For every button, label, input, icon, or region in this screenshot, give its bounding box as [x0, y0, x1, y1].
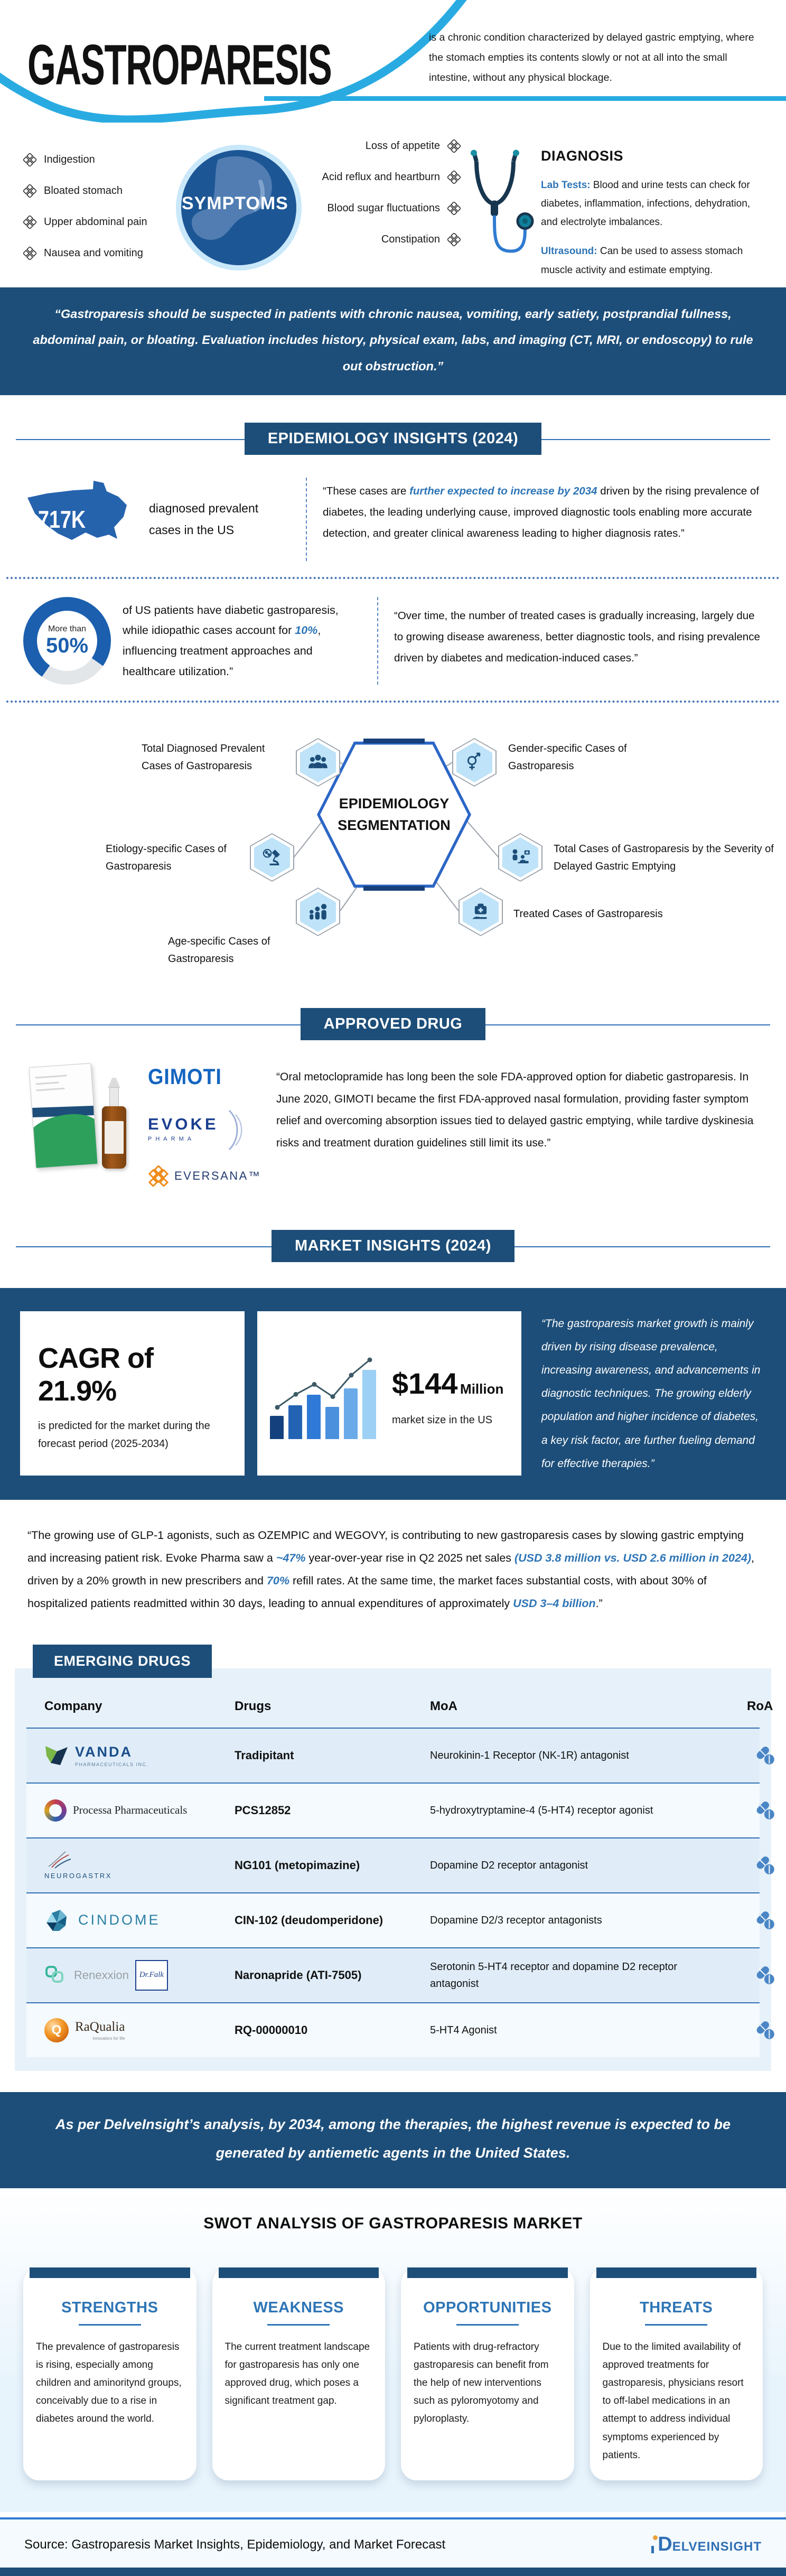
drug-name: PCS12852	[235, 1803, 291, 1817]
symptoms-section	[0, 123, 786, 287]
vertical-divider	[377, 597, 378, 685]
market-mini-chart	[270, 1348, 383, 1445]
evoke-name: EVOKE	[148, 1115, 219, 1134]
mini-line-dot	[368, 1357, 372, 1362]
glp-highlight: USD 3–4 billion	[513, 1597, 596, 1610]
swot-heading: STRENGTHS	[61, 2299, 158, 2316]
table-row	[26, 2002, 760, 2057]
segment-hex-age	[296, 888, 340, 936]
swot-cards	[23, 2267, 763, 2480]
ultrasound-text: Can be used to assess stomach muscle activity and estimate emptying.	[541, 246, 743, 276]
quote-part: driven by the rising prevalence of diabetes, the leading underlying cause, improved diagnostic tools enabling more accurate detection, and greater clinical awareness leading to higher diagnosis rates.”	[323, 485, 760, 539]
heading-underline	[645, 2324, 707, 2326]
drug-moa: Dopamine D2/3 receptor antagonists	[430, 1914, 602, 1926]
renexxion-mark-icon	[44, 1965, 68, 1986]
us-map-icon	[23, 478, 137, 561]
drug-moa: 5-hydroxytryptamine-4 (5-HT4) receptor agonist	[430, 1804, 653, 1816]
donut-center	[37, 611, 97, 671]
bottom-navy-strip	[0, 2568, 786, 2576]
roa-cell	[747, 1744, 776, 1767]
swot-card-strengths	[23, 2267, 196, 2480]
segment-label: Gender-specific Cases of Gastroparesis	[508, 743, 627, 772]
swot-card-opportunities	[401, 2267, 574, 2480]
swot-card-weakness	[212, 2267, 386, 2480]
swot-heading: WEAKNESS	[253, 2299, 344, 2316]
glp1-paragraph	[0, 1500, 786, 1631]
delveinsight-logo	[658, 2533, 762, 2556]
company-logo-cindome	[44, 1909, 235, 1932]
list-item	[23, 216, 173, 229]
patient-severity-icon	[510, 847, 531, 868]
swot-title: SWOT ANALYSIS OF GASTROPARESIS MARKET	[203, 2214, 583, 2232]
card-top-bar	[596, 2267, 757, 2278]
delveinsight-wordmark: ELVEINSIGHT	[672, 2540, 762, 2554]
epidemiology-segmentation-diagram	[0, 706, 786, 981]
bottle	[102, 1106, 126, 1169]
table-header-row	[26, 1690, 773, 1728]
market-size-value: $144	[392, 1367, 458, 1401]
market-size-unit: Million	[460, 1381, 504, 1397]
glp-text: , driven by a 20% growth in new prescribers and	[27, 1551, 755, 1587]
pills-icon	[754, 2019, 776, 2041]
swot-card-threats	[590, 2267, 763, 2480]
vanda-leaf-icon	[44, 1745, 69, 1766]
symptom-label: Acid reflux and heartburn	[322, 171, 440, 183]
glp-text: refill rates. At the same time, the market faces substantial costs, with about 30% of hospitalized patients readmitted within 30 days, leading to annual expenditures of approximately	[27, 1574, 707, 1610]
analysis-banner-text: As per DelveInsight’s analysis, by 2034, among the therapies, the highest revenue is expected to be generated by antiemetic agents in the United States.	[55, 2116, 731, 2161]
drug-moa: Neurokinin-1 Receptor (NK-1R) antagonist	[430, 1749, 629, 1761]
symptom-label: Indigestion	[44, 154, 95, 165]
diabetic-text	[123, 600, 344, 682]
section-title: EPIDEMIOLOGY INSIGHTS (2024)	[245, 423, 541, 455]
gimoti-logo: GIMOTI	[148, 1064, 222, 1089]
glp-text: .”	[595, 1597, 603, 1610]
market-mini-chart-line	[270, 1348, 383, 1445]
pills-icon	[754, 1964, 776, 1986]
evoke-arcs-icon	[226, 1107, 250, 1153]
age-groups-icon	[307, 901, 329, 922]
brand-logos	[148, 1062, 261, 1187]
page-title: GASTROPARESIS	[27, 33, 332, 97]
processa-swirl-icon	[44, 1799, 67, 1822]
diagnosis-ultrasound	[541, 242, 768, 279]
donut-chart-50pct	[23, 597, 111, 685]
glp-highlight: (USD 3.8 million vs. USD 2.6 million in 2024)	[514, 1551, 752, 1564]
list-item	[23, 184, 173, 198]
cagr-card	[20, 1311, 245, 1476]
symptom-label: Constipation	[381, 234, 440, 245]
segment-label: Treated Cases of Gastroparesis	[513, 908, 663, 920]
swot-body: The current treatment landscape for gastroparesis has only one approved drug, which poses a significant treatment gap.	[224, 2341, 370, 2407]
treatment-kit-icon	[470, 901, 491, 922]
card-top-bar	[219, 2267, 379, 2278]
symptom-label: Nausea and vomiting	[44, 247, 143, 259]
symptoms-circle	[173, 139, 297, 273]
diagnosis-title: DIAGNOSIS	[541, 148, 624, 164]
diamond-bullet-icon	[447, 202, 461, 215]
glp-text: year-over-year rise in Q2 2025 net sales	[305, 1551, 514, 1564]
prevalence-label: diagnosed prevalent cases in the US	[149, 501, 259, 537]
segment-label: Total Cases of Gastroparesis by the Severity of Delayed Gastric Emptying	[554, 843, 774, 873]
diamond-bullet-icon	[447, 233, 461, 246]
drug-moa: Dopamine D2 receptor antagonist	[430, 1859, 588, 1871]
product-box	[29, 1063, 98, 1169]
mini-line-dot	[331, 1394, 335, 1399]
diamond-bullet-icon	[447, 139, 461, 153]
drug-name: CIN-102 (deudomperidone)	[235, 1913, 383, 1927]
glp-text: “The growing use of GLP-1 agonists, such as OZEMPIC and WEGOVY, is contributing to new gastroparesis cases by slowing gastric emptying and increasing patient risk. Evoke Pharma saw a	[27, 1528, 744, 1564]
neurogastrx-mark-icon	[44, 1851, 75, 1870]
segmentation-center-hexagon	[317, 739, 471, 891]
swot-section	[0, 2188, 786, 2512]
suspicion-quote-banner	[0, 287, 786, 395]
mini-line-dot	[312, 1382, 317, 1387]
list-item	[297, 139, 461, 153]
market-section-header	[0, 1230, 786, 1265]
drug-moa: 5-HT4 Agonist	[430, 2024, 497, 2036]
company-logo-vanda	[44, 1744, 235, 1767]
symptom-label: Upper abdominal pain	[44, 216, 147, 228]
symptoms-right-list	[297, 139, 461, 264]
roa-cell	[747, 1854, 776, 1877]
box-text-line	[36, 1088, 64, 1091]
section-title: MARKET INSIGHTS (2024)	[272, 1230, 514, 1262]
swot-body: Patients with drug-refractory gastroparesis can benefit from the help of new interventions such as pyloromyotomy and pyloroplasty.	[414, 2341, 549, 2425]
diagnosis-block	[535, 139, 768, 290]
table-row	[26, 1892, 760, 1947]
company-name: VANDA	[75, 1743, 133, 1760]
drug-name: Tradipitant	[235, 1748, 294, 1762]
symptom-label: Bloated stomach	[44, 185, 123, 197]
prevalence-stat: 717K	[38, 506, 86, 534]
raqualia-sphere-icon: Q	[44, 2018, 69, 2042]
segmentation-title	[317, 739, 471, 891]
lab-tests-label: Lab Tests:	[541, 180, 591, 191]
column-header-company: Company	[44, 1698, 102, 1713]
approved-drug-row	[0, 1047, 786, 1202]
symptom-label: Loss of appetite	[365, 140, 440, 152]
title-line: EPIDEMIOLOGY	[339, 796, 450, 812]
prevalence-stat-block	[23, 478, 290, 561]
gimoti-product-image	[29, 1062, 148, 1175]
card-top-bar	[30, 2267, 190, 2278]
roa-cell	[747, 1799, 776, 1822]
bottle-spray-tip	[108, 1078, 120, 1088]
symptoms-left-list	[23, 139, 173, 278]
epidemiology-section-header	[0, 423, 786, 458]
company-logo-renexxion	[44, 1960, 235, 1991]
eversana-logo	[148, 1165, 261, 1187]
table-row	[26, 1728, 760, 1782]
roa-cell	[747, 1964, 776, 1986]
drug-name: Naronapride (ATI-7505)	[235, 1968, 362, 1982]
hero-section	[0, 0, 786, 123]
diabetic-row	[0, 581, 786, 698]
column-header-drugs: Drugs	[235, 1698, 272, 1713]
list-item	[297, 233, 461, 246]
heading-underline	[456, 2324, 519, 2326]
company-name: Renexxion	[74, 1968, 129, 1982]
treated-quote: “Over time, the number of treated cases is gradually increasing, largely due to growing disease awareness, better diagnostic tools, and rising prevalence driven by diabetes and medication-induced cases.”	[394, 610, 760, 664]
cagr-value: CAGR of 21.9%	[38, 1342, 153, 1407]
mini-line-dot	[294, 1392, 298, 1397]
pills-icon	[754, 1799, 776, 1822]
segment-label: Etiology-specific Cases of Gastroparesis	[106, 843, 227, 873]
drfalk-logo: Dr.Falk	[135, 1960, 168, 1991]
title-line: SEGMENTATION	[338, 817, 451, 834]
text-part: , influencing treatment approaches and healthcare utilization.”	[123, 624, 321, 678]
footer	[0, 2517, 786, 2568]
company-name: RaQualia	[75, 2019, 125, 2034]
drug-moa: Serotonin 5-HT4 receptor and dopamine D2 receptor antagonist	[430, 1961, 678, 1990]
prevalence-row	[0, 462, 786, 575]
company-name: NEUROGASTRX	[44, 1872, 112, 1880]
market-size-card	[257, 1311, 521, 1476]
evoke-pharma-logo	[148, 1115, 261, 1142]
evoke-sub: PHARMA	[148, 1136, 195, 1143]
market-insights-band	[0, 1288, 786, 1500]
swot-body: Due to the limited availability of approved treatments for gastroparesis, physicians resort to off-label medications in an attempt to address individual symptoms experienced by patients.	[602, 2341, 744, 2461]
prevalence-quote	[323, 478, 763, 561]
market-size-sub: market size in the US	[392, 1414, 493, 1426]
text-highlight: 10%	[295, 624, 318, 637]
swot-heading: THREATS	[640, 2299, 713, 2316]
page-description: is a chronic condition characterized by delayed gastric emptying, where the stomach empties its contents slowly or not at all into the small intestine, without any physical blockage.	[429, 32, 754, 84]
segment-hex-treated	[458, 888, 503, 936]
card-top-bar	[407, 2267, 568, 2278]
market-size-text	[392, 1366, 503, 1426]
quote-highlight: further expected to increase by 2034	[409, 485, 597, 498]
bottle-cap	[109, 1087, 119, 1107]
market-quote: “The gastroparesis market growth is mainly driven by rising disease prevalence, increasing awareness, and advancements in diagnostic techniques. The growing elderly population and higher incidence of diabetes, a key risk factor, are further fueling demand for effective therapies.”	[541, 1318, 761, 1470]
text-part: of US patients have diabetic gastroparesis, while idiopathic cases account for	[123, 603, 339, 637]
heading-underline	[79, 2324, 141, 2326]
list-item	[297, 202, 461, 215]
heading-underline	[267, 2324, 330, 2326]
column-header-roa: RoA	[747, 1698, 773, 1713]
bottle-label	[105, 1121, 124, 1154]
diabetic-stat-block	[23, 597, 361, 685]
mini-line-dot	[275, 1405, 280, 1410]
list-item	[23, 247, 173, 260]
segment-label: Age-specific Cases of Gastroparesis	[168, 936, 270, 965]
donut-stat: 50%	[45, 633, 89, 657]
table-row	[26, 1947, 760, 2002]
source-text: Source: Gastroparesis Market Insights, Epidemiology, and Market Forecast	[24, 2537, 446, 2552]
cagr-subtext: is predicted for the market during the forecast period (2025-2034)	[38, 1420, 210, 1450]
pills-icon	[754, 1854, 776, 1877]
banner-quote-text: “Gastroparesis should be suspected in patients with chronic nausea, vomiting, early satiety, postprandial fullness, abdominal pain, or bloating. Evaluation includes history, physical exam, labs, and imaging (CT, MRI, or endoscopy) to rule out obstruction.”	[33, 307, 753, 373]
table-row	[26, 1782, 760, 1837]
symptom-label: Blood sugar fluctuations	[327, 202, 440, 214]
table-row	[26, 1837, 760, 1892]
mini-line-dot	[349, 1373, 354, 1377]
donut-more-label: More than	[48, 624, 87, 633]
company-subname: PHARMACEUTICALS INC.	[75, 1761, 149, 1767]
company-subname: innovators for life	[92, 2036, 125, 2041]
swot-heading: OPPORTUNITIES	[423, 2299, 552, 2316]
company-logo-processa	[44, 1799, 235, 1822]
column-header-moa: MoA	[430, 1698, 457, 1713]
cindome-gem-icon	[44, 1909, 72, 1932]
glp-highlight: ~47%	[276, 1551, 306, 1564]
drug-name: NG101 (metopimazine)	[235, 1858, 360, 1872]
roa-cell	[747, 2019, 776, 2041]
company-logo-raqualia	[44, 2018, 235, 2042]
section-title: APPROVED DRUG	[301, 1008, 486, 1040]
approved-drug-quote: “Oral metoclopramide has long been the sole FDA-approved option for diabetic gastroparesis. In June 2020, GIMOTI became the first FDA-approved nasal formulation, providing faster symptom relief and overcoming absorption issues tied to delayed gastric emptying, while tardive dyskinesia risks and treatment duration guidelines still limit its use.”	[276, 1071, 754, 1149]
segment-hex-etiology	[250, 833, 294, 882]
symptoms-center-label: SYMPTOMS	[181, 193, 288, 213]
diamond-bullet-icon	[23, 184, 36, 198]
diamond-bullet-icon	[23, 216, 36, 229]
drug-name: RQ-00000010	[235, 2023, 308, 2037]
emerging-drugs-header: EMERGING DRUGS	[33, 1645, 212, 1678]
box-green-area	[29, 1112, 98, 1169]
swot-body: The prevalence of gastroparesis is rising, especially among children and aminoritynd groups, conceivably due to a rise in diabetes around the world.	[36, 2341, 182, 2425]
company-logo-neurogastrx	[44, 1851, 235, 1880]
diamond-bullet-icon	[447, 171, 461, 184]
company-name: Processa Pharmaceuticals	[73, 1804, 188, 1817]
segment-label: Total Diagnosed Prevalent Cases of Gastroparesis	[142, 743, 265, 772]
logo-dot	[653, 2535, 658, 2540]
roa-cell	[747, 1909, 776, 1931]
dotted-divider	[6, 701, 780, 703]
segment-hex-severity	[498, 833, 542, 882]
glp-highlight: 70%	[266, 1574, 289, 1587]
dotted-divider	[6, 577, 780, 579]
microscope-cells-icon	[261, 847, 283, 868]
vertical-divider	[306, 478, 307, 561]
analysis-banner	[0, 2092, 786, 2188]
pills-icon	[754, 1744, 776, 1767]
eversana-hex-icon	[148, 1165, 169, 1187]
diagnosis-lab-tests	[541, 176, 768, 231]
logo-bar	[651, 2546, 654, 2553]
box-text-line	[36, 1081, 59, 1085]
eversana-name: EVERSANA™	[174, 1169, 261, 1183]
company-name: CINDOME	[78, 1912, 161, 1928]
list-item	[297, 171, 461, 184]
approved-drug-section-header	[0, 1008, 786, 1043]
list-item	[23, 153, 173, 166]
delveinsight-d: D	[658, 2533, 672, 2556]
lab-tests-text: Blood and urine tests can check for diabetes, inflammation, infections, dehydration, and electrolyte imbalances.	[541, 180, 751, 228]
stethoscope-icon	[461, 139, 535, 267]
ultrasound-label: Ultrasound:	[541, 246, 597, 257]
emerging-drugs-table	[15, 1668, 771, 2071]
quote-part: “These cases are	[323, 485, 410, 498]
diamond-bullet-icon	[23, 247, 36, 260]
pills-icon	[754, 1909, 776, 1931]
diamond-bullet-icon	[23, 153, 36, 166]
box-text-line	[35, 1075, 67, 1078]
